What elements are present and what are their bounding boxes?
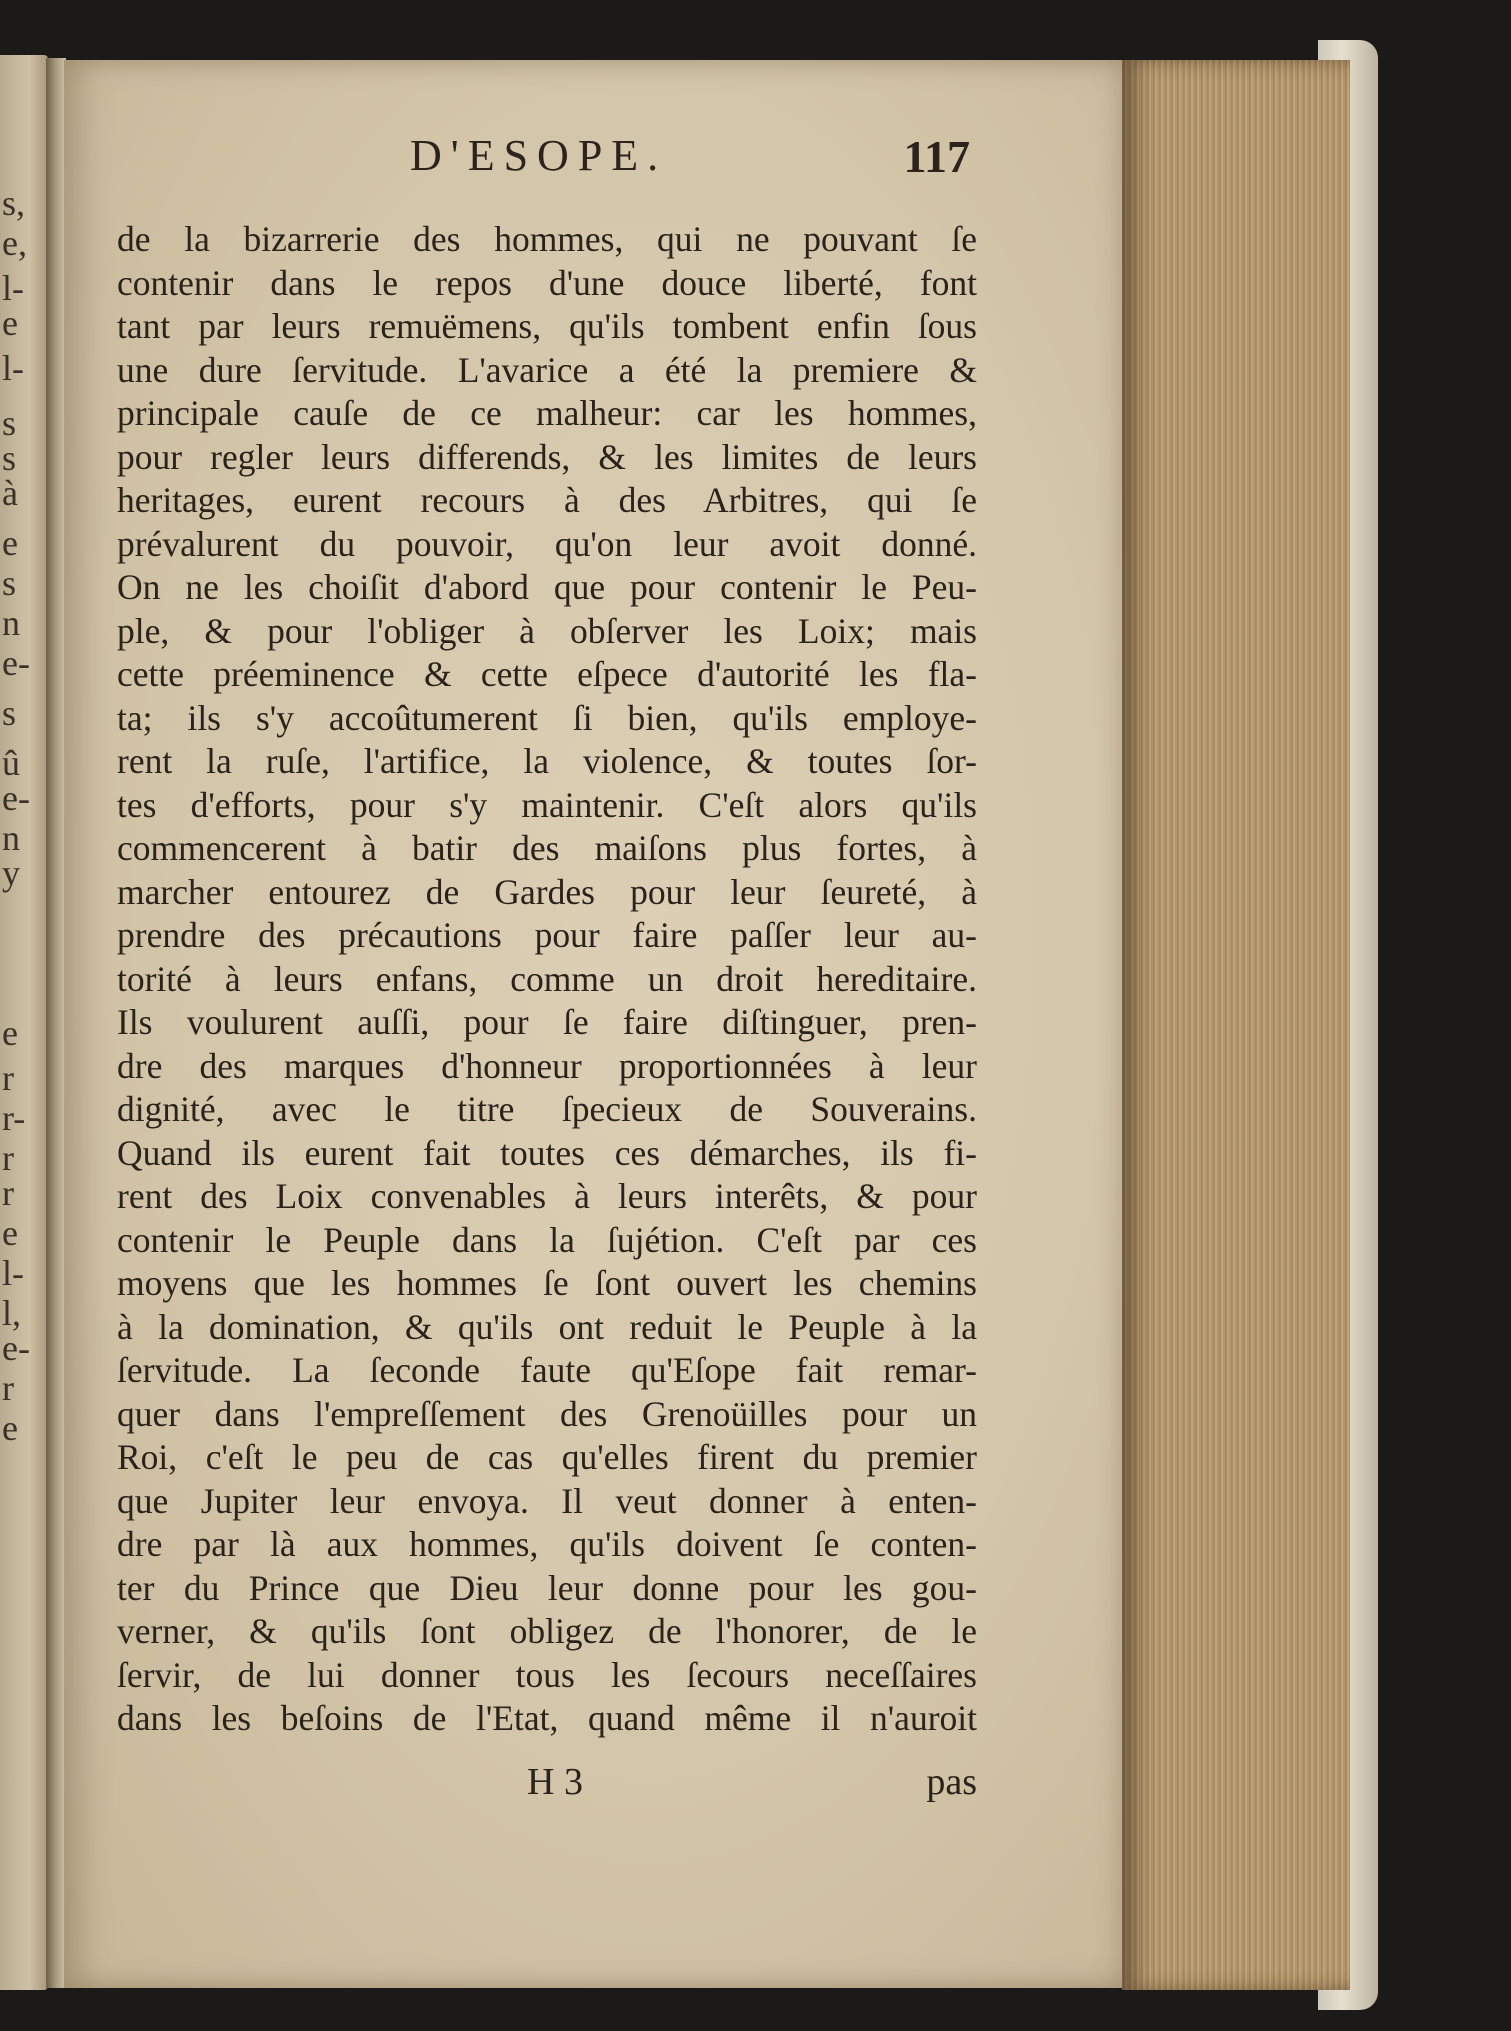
text-line: contenir dans le repos d'une douce liberté, font [117, 262, 977, 303]
text-line: quer dans l'empreſſement des Grenoüilles pour un [117, 1393, 977, 1434]
text-line: ter du Prince que Dieu leur donne pour les gou- [117, 1567, 977, 1608]
text-line: rent des Loix convenables à leurs interêts, & pour [117, 1176, 977, 1216]
text-line: une dure ſervitude. L'avarice a été la premiere & [117, 349, 977, 390]
text-line: heritages, eurent recours à des Arbitres, qui ſe [117, 480, 977, 520]
text-line: cette préeminence & cette eſpece d'autorité les fla- [117, 654, 977, 694]
facing-page-fragment: r [2, 1368, 14, 1408]
facing-page-fragment: û [2, 743, 20, 783]
text-line: ta; ils s'y accoûtumerent ſi bien, qu'ils employe- [117, 697, 977, 738]
facing-page-fragment: r [2, 1058, 14, 1098]
facing-page-fragment: e- [2, 1328, 30, 1368]
facing-page-fragment: e, [2, 223, 27, 263]
text-line: principale cauſe de ce malheur: car les hommes, [117, 393, 977, 433]
text-line: rent la ruſe, l'artifice, la violence, & toutes ſor- [117, 741, 977, 781]
facing-page-fragment: e [2, 1213, 18, 1253]
text-line: pour regler leurs differends, & les limites de leurs [117, 436, 977, 477]
text-line: moyens que les hommes ſe ſont ouvert les chemins [117, 1263, 977, 1303]
facing-page-fragment: e- [2, 778, 30, 818]
facing-page-edge [0, 55, 48, 1990]
text-line: contenir le Peuple dans la ſujétion. C'eſt par ces [117, 1219, 977, 1260]
facing-page-fragment: e [2, 523, 18, 563]
text-line: prendre des précautions pour faire paſſer leur au- [117, 915, 977, 955]
text-line: On ne les choiſit d'abord que pour contenir le Peu- [117, 567, 977, 607]
text-line: prévalurent du pouvoir, qu'on leur avoit donné. [117, 523, 977, 564]
text-line: commencerent à batir des maiſons plus fortes, à [117, 828, 977, 868]
text-line: verner, & qu'ils ſont obligez de l'honorer, de le [117, 1611, 977, 1651]
page-number: 117 [903, 131, 970, 182]
facing-page-fragment: e [2, 303, 18, 343]
text-line: à la domination, & qu'ils ont reduit le Peuple à la [117, 1306, 977, 1347]
text-line: torité à leurs enfans, comme un droit hereditaire. [117, 958, 977, 999]
facing-page-fragment: n [2, 603, 20, 643]
body-text [117, 218, 977, 1741]
text-line: tant par leurs remuëmens, qu'ils tombent enfin ſous [117, 306, 977, 346]
text-line: Roi, c'eſt le peu de cas qu'elles firent du premier [117, 1437, 977, 1477]
facing-page-fragment: s [2, 403, 17, 443]
text-line: marcher entourez de Gardes pour leur ſeureté, à [117, 871, 977, 912]
facing-page-fragment: l, [2, 1293, 22, 1333]
facing-page-fragment: s [2, 438, 17, 478]
text-line: ſervir, de lui donner tous les ſecours neceſſaires [117, 1654, 977, 1695]
facing-page-fragment: s [2, 693, 17, 733]
text-line: Quand ils eurent fait toutes ces démarches, ils fi- [117, 1132, 977, 1173]
text-line: que Jupiter leur envoya. Il veut donner à enten- [117, 1480, 977, 1521]
facing-page-fragment: r [2, 1138, 14, 1178]
facing-page-fragment: e [2, 1408, 18, 1448]
facing-page-fragment: à [2, 473, 18, 513]
facing-page-fragment: s, [2, 183, 26, 223]
facing-page-fragment: n [2, 818, 20, 858]
running-title: D'ESOPE. [410, 131, 668, 180]
text-line: de la bizarrerie des hommes, qui ne pouvant ſe [117, 219, 977, 259]
page-header [370, 130, 990, 190]
signature-mark: H 3 [527, 1761, 583, 1803]
facing-page-fragment: e [2, 1013, 18, 1053]
facing-page-fragment: e- [2, 643, 30, 683]
text-line: ſervitude. La ſeconde faute qu'Eſope fait remar- [117, 1350, 977, 1390]
catchword: pas [926, 1761, 977, 1803]
facing-page-fragment: r- [2, 1098, 26, 1138]
book-gutter [46, 58, 66, 1988]
text-line: dre des marques d'honneur proportionnées à leur [117, 1045, 977, 1086]
facing-page-fragment: y [2, 853, 20, 893]
page-edges [1122, 60, 1350, 1990]
text-line: dre par là aux hommes, qu'ils doivent ſe conten- [117, 1524, 977, 1564]
facing-page-fragment: s [2, 563, 17, 603]
facing-page-fragment: l- [2, 268, 24, 308]
text-line: Ils voulurent auſſi, pour ſe faire diſtinguer, pren- [117, 1002, 977, 1042]
text-line: dans les beſoins de l'Etat, quand même il n'auroit [117, 1698, 977, 1738]
text-line: ple, & pour l'obliger à obſerver les Loix; mais [117, 610, 977, 651]
page-footer [117, 1760, 977, 1810]
facing-page-fragment: r [2, 1173, 14, 1213]
facing-page-fragment: l- [2, 348, 24, 388]
text-line: tes d'efforts, pour s'y maintenir. C'eſt alors qu'ils [117, 784, 977, 825]
text-line: dignité, avec le titre ſpecieux de Souverains. [117, 1089, 977, 1129]
facing-page-fragment: l- [2, 1253, 24, 1293]
